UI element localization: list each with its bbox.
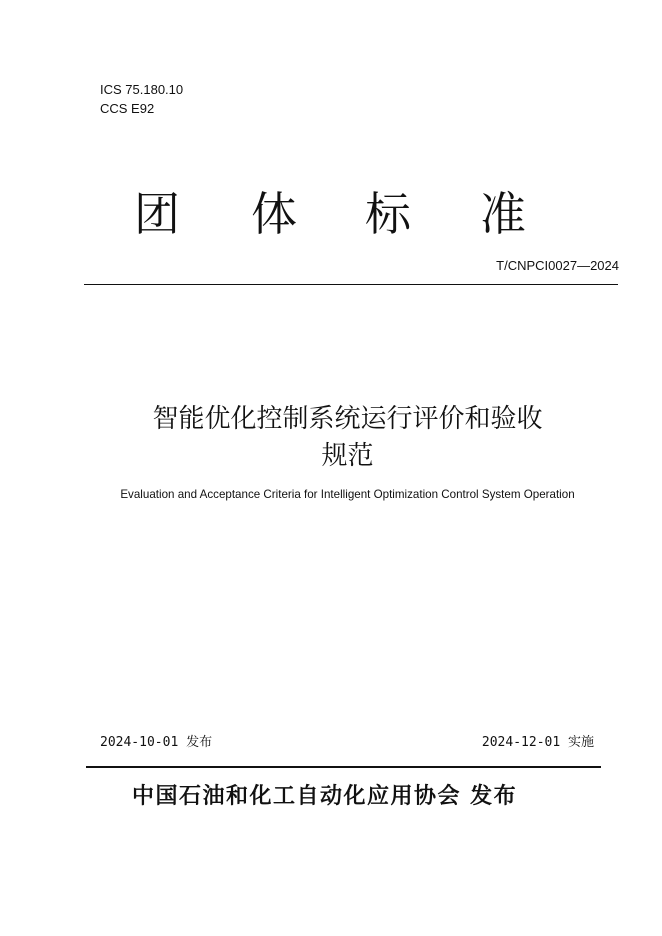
doc-type-char-4: 准	[480, 187, 526, 241]
title-english: Evaluation and Acceptance Criteria for Intelligent Optimization Control System Operation	[120, 488, 575, 501]
ccs-code: CCS E92	[100, 101, 155, 116]
document-type-heading	[100, 184, 560, 244]
doc-type-char-2: 体	[251, 187, 297, 241]
title-chinese-line-1: 智能优化控制系统运行评价和验收	[152, 404, 543, 434]
footer-divider	[86, 766, 601, 768]
implement-date: 2024-12-01 实施	[481, 735, 594, 750]
title-chinese-line-2: 规范	[321, 441, 374, 471]
publish-date: 2024-10-01 发布	[100, 735, 213, 750]
issuing-organization: 中国石油和化工自动化应用协会 发布	[132, 783, 518, 809]
classification-block	[100, 80, 183, 118]
doc-type-char-3: 标	[365, 187, 411, 241]
doc-type-char-1: 团	[134, 187, 180, 241]
ics-code: ICS 75.180.10	[100, 82, 184, 97]
header-divider	[84, 284, 618, 285]
standard-number: T/CNPCI0027—2024	[496, 258, 619, 273]
